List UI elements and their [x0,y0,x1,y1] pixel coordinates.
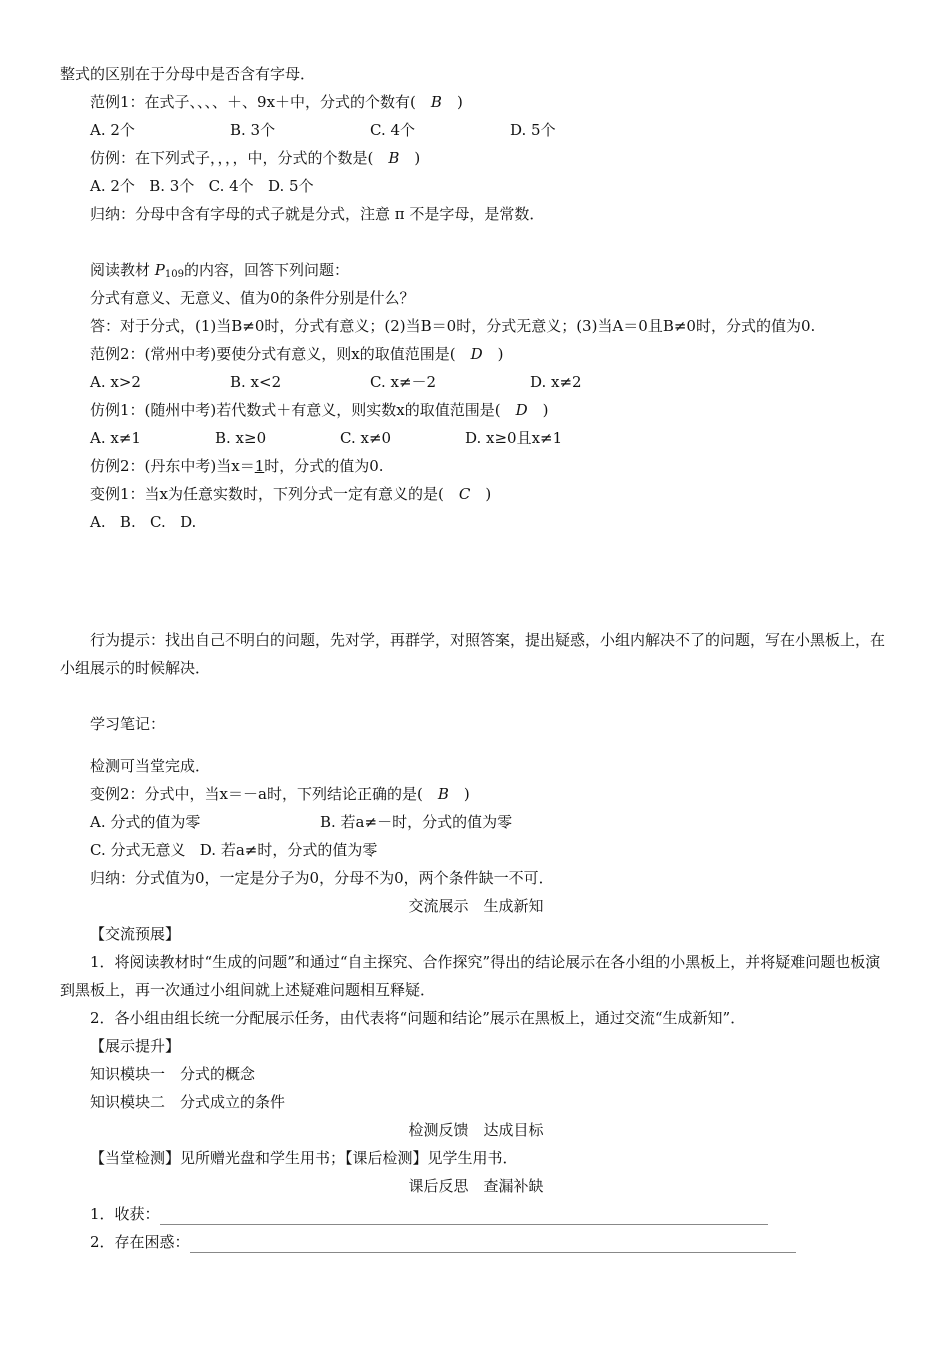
text-line: 检测可当堂完成． [90,757,211,775]
filled-answer: 1 [254,457,265,475]
answer: C [458,485,471,503]
reflection-confusion: 2．存在困惑： [60,1228,892,1256]
confusion-fill-line[interactable] [190,1234,796,1253]
detection-line: 【当堂检测】见所赠光盘和学生用书；【课后检测】见学生用书． [90,1149,518,1167]
imitation-1-options: A. x≠1 B. x≥0 C. x≠0 D. x≥0且x≠1 [90,429,563,447]
study-notes-label: 学习笔记： [90,715,166,733]
subsection-label: 【交流预展】 [90,925,181,943]
answer-paragraph: 答：对于分式，(1)当B≠0时，分式有意义；(2)当B＝0时，分式无意义；(3)当A＝0且B≠0时，分式的值为0. [90,317,816,335]
answer: B [388,149,400,167]
answer: B [437,785,449,803]
question-line: 分式有意义、无意义、值为0的条件分别是什么？ [90,289,415,307]
imitation-1-question: 仿例1：(随州中考)若代数式＋有意义，则实数x的取值范围是( D ) [90,401,549,419]
reflection-gains: 1．收获： [60,1200,892,1228]
paragraph: 2．各小组由组长统一分配展示任务，由代表将“问题和结论”展示在黑板上，通过交流“生成新知”． [90,1009,746,1027]
variant-2-options-ab: A. 分式的值为零 B. 若a≠－时，分式的值为零 [90,813,513,831]
variant-1-options: A. B. C. D. [90,513,197,531]
summary-line: 归纳：分母中含有字母的式子就是分式，注意 π 不是字母，是常数． [90,205,545,223]
imitation-question: 仿例：在下列式子，，，，中，分式的个数是( B ) [90,149,421,167]
reading-instruction: 阅读教材 $P_{109}$的内容，回答下列问题： [90,261,349,280]
imitation-2: 仿例2：(丹东中考)当x＝1时，分式的值为0. [90,457,384,475]
section-heading: 交流展示 生成新知 [408,897,544,915]
example-1-question: 范例1：在式子、、、、＋、9x＋中，分式的个数有( B ) [90,93,463,111]
gains-fill-line[interactable] [160,1206,768,1225]
variant-2-question: 变例2：分式中，当x＝－a时，下列结论正确的是( B ) [90,785,470,803]
text-line: 整式的区别在于分母中是否含有字母． [60,65,316,83]
section-heading: 课后反思 查漏补缺 [408,1177,544,1195]
section-heading: 检测反馈 达成目标 [408,1121,544,1139]
example-2-options: A. x>2 B. x<2 C. x≠－2 D. x≠2 [90,373,582,391]
subsection-label: 【展示提升】 [90,1037,181,1055]
answer: D [515,401,528,419]
example-1-options: A. 2个 B. 3个 C. 4个 D. 5个 [90,121,556,139]
imitation-options: A. 2个 B. 3个 C. 4个 D. 5个 [90,177,314,195]
example-2-question: 范例2：(常州中考)要使分式有意义，则x的取值范围是( D ) [90,345,504,363]
paragraph: 1．将阅读教材时“生成的问题”和通过“自主探究、合作探究”得出的结论展示在各小组的小黑板上，并将疑难问题也板演到黑板上，再一次通过小组间就上述疑难问题相互释疑． [60,953,881,999]
behavior-tip: 行为提示：找出自己不明白的问题，先对学，再群学，对照答案，提出疑惑，小组内解决不了的问题，写在小黑板上，在小组展示的时候解决． [60,631,886,677]
variant-2-options-cd: C. 分式无意义 D. 若a≠时，分式的值为零 [90,841,378,859]
summary-line: 归纳：分式值为0，一定是分子为0，分母不为0，两个条件缺一不可． [90,869,554,887]
module-line: 知识模块二 分式成立的条件 [90,1093,286,1111]
answer: B [430,93,442,111]
document-page [60,60,892,1256]
answer: D [470,345,483,363]
module-line: 知识模块一 分式的概念 [90,1065,256,1083]
variant-1-question: 变例1：当x为任意实数时，下列分式一定有意义的是( C ) [90,485,492,503]
